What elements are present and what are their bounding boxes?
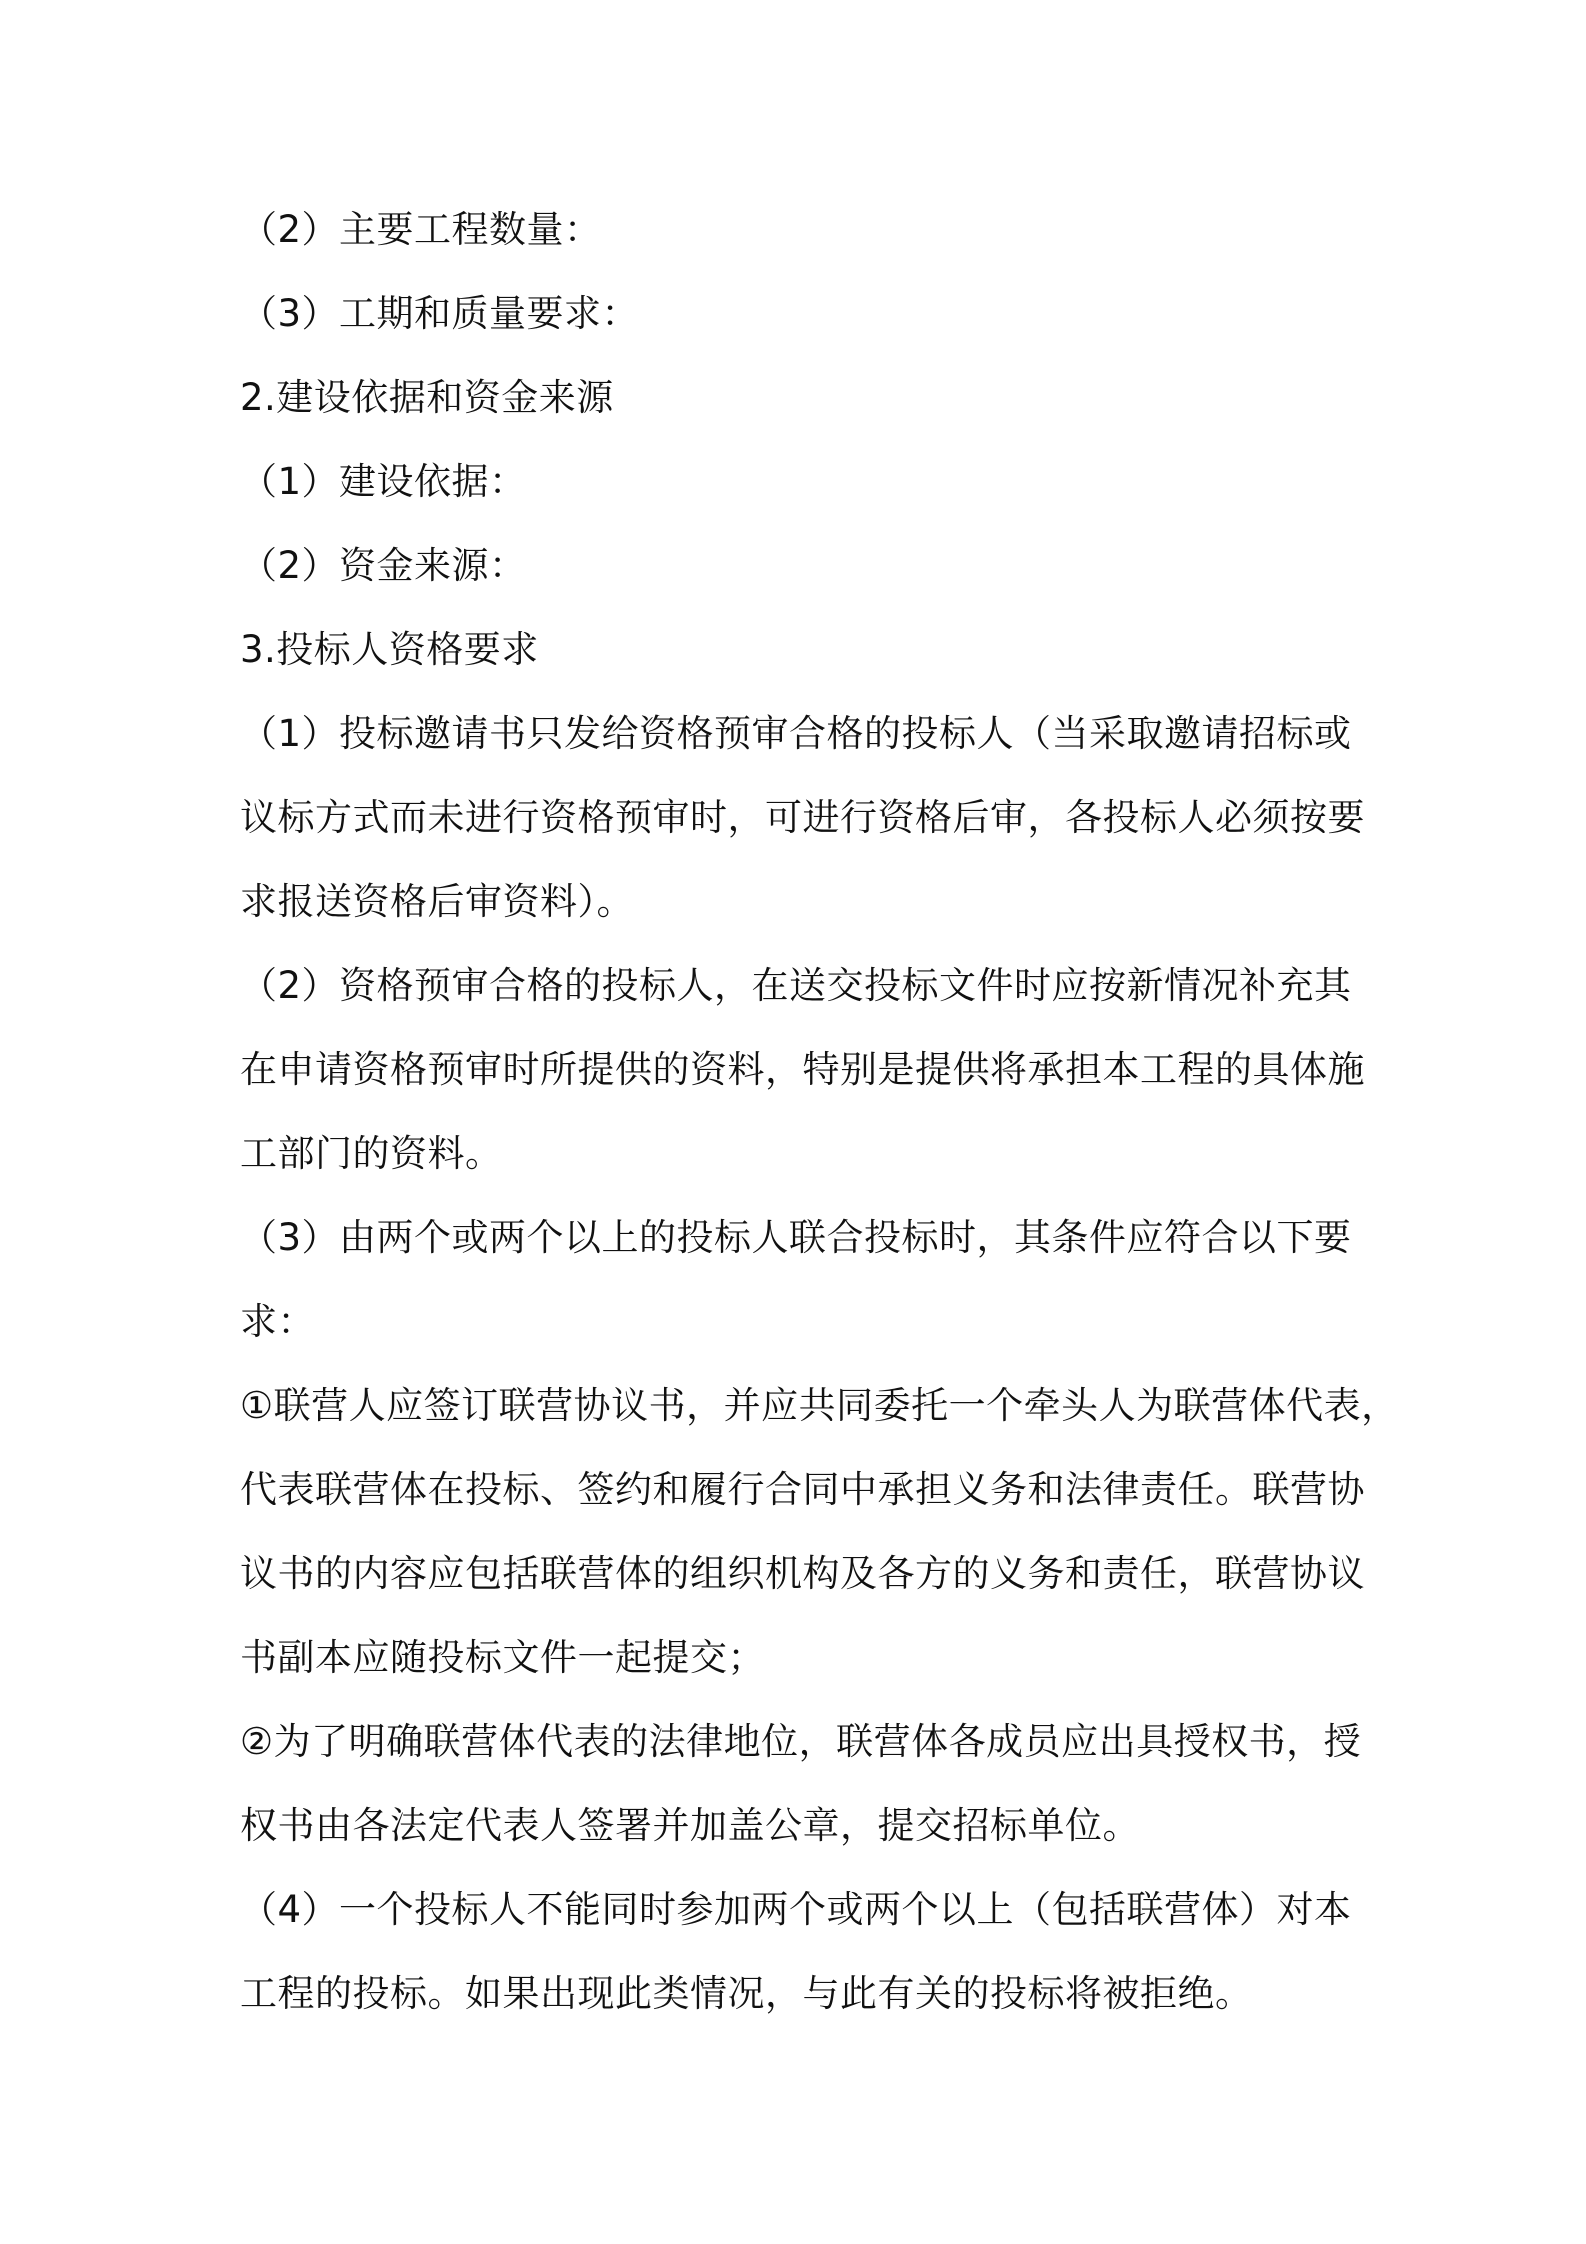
text-line-subitem: ②为了明确联营体代表的法律地位，联营体各成员应出具授权书，授 xyxy=(240,1720,1362,1763)
text-line-continuation: 在申请资格预审时所提供的资料，特别是提供将承担本工程的具体施 xyxy=(240,1048,1365,1091)
text-line-item: （4）一个投标人不能同时参加两个或两个以上（包括联营体）对本 xyxy=(240,1888,1352,1931)
text-line-subitem: ①联营人应签订联营协议书，并应共同委托一个牵头人为联营体代表， xyxy=(240,1384,1399,1427)
text-line-continuation: 议标方式而未进行资格预审时，可进行资格后审，各投标人必须按要 xyxy=(240,796,1365,839)
text-line-continuation: 工程的投标。如果出现此类情况，与此有关的投标将被拒绝。 xyxy=(240,1972,1253,2015)
text-line-continuation: 求报送资格后审资料）。 xyxy=(240,880,634,923)
text-line-continuation: 权书由各法定代表人签署并加盖公章，提交招标单位。 xyxy=(240,1804,1140,1847)
text-line-item: （3）由两个或两个以上的投标人联合投标时，其条件应符合以下要 xyxy=(240,1216,1352,1259)
text-line-item: （3）工期和质量要求： xyxy=(240,292,640,335)
document-body xyxy=(240,198,1399,2046)
text-line-item: （2）资格预审合格的投标人，在送交投标文件时应按新情况补充其 xyxy=(240,964,1352,1007)
text-line-continuation: 求： xyxy=(240,1300,315,1343)
text-line-item: （1）投标邀请书只发给资格预审合格的投标人（当采取邀请招标或 xyxy=(240,712,1352,755)
text-line-item: （2）主要工程数量： xyxy=(240,208,602,251)
text-line-item: （2）资金来源： xyxy=(240,544,527,587)
section-heading: 3.投标人资格要求 xyxy=(240,628,539,671)
text-line-continuation: 议书的内容应包括联营体的组织机构及各方的义务和责任，联营协议 xyxy=(240,1552,1365,1595)
text-line-continuation: 书副本应随投标文件一起提交； xyxy=(240,1636,765,1679)
text-line-continuation: 代表联营体在投标、签约和履行合同中承担义务和法律责任。联营协 xyxy=(240,1468,1365,1511)
text-line-continuation: 工部门的资料。 xyxy=(240,1132,503,1175)
text-line-item: （1）建设依据： xyxy=(240,460,527,503)
section-heading: 2.建设依据和资金来源 xyxy=(240,376,614,419)
